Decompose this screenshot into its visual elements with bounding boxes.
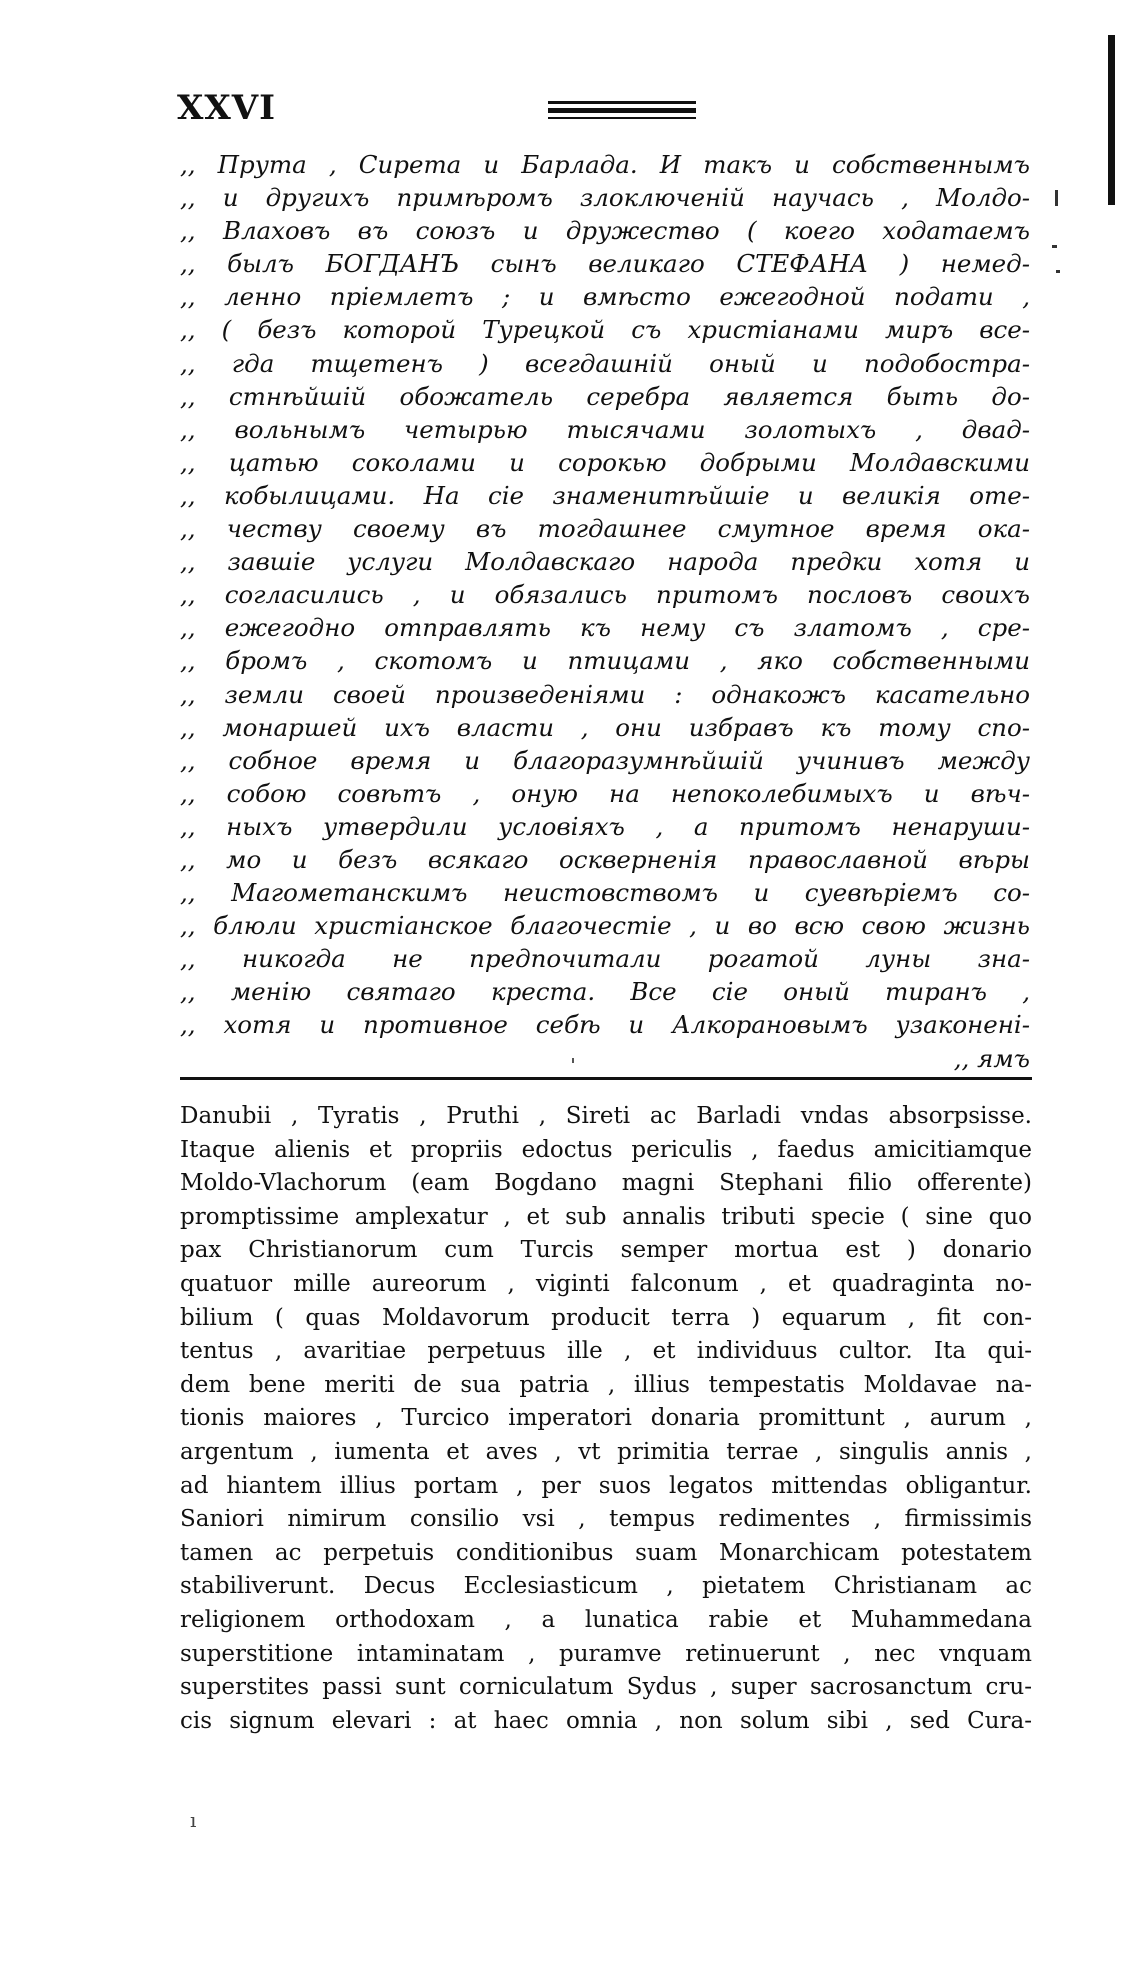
page-edge-mark — [1056, 270, 1060, 273]
latin-text-line: tamen ac perpetuis conditionibus suam Monarchicam potestatem — [180, 1539, 1032, 1566]
russian-text-line: ,, честву своему въ тогдашнее смутное время ока- — [180, 514, 1030, 544]
page-edge-mark — [1052, 245, 1057, 248]
page-edge-mark — [1108, 35, 1115, 205]
latin-text-line: bilium ( quas Moldavorum producit terra ) equarum , fit con- — [180, 1304, 1032, 1331]
latin-text-line: tentus , avaritiae perpetuus ille , et individuus cultor. Ita qui- — [180, 1338, 1032, 1365]
stray-ink-mark: ı — [190, 1808, 197, 1832]
russian-text-line: ,, согласились , и обязались притомъ пословъ своихъ — [180, 580, 1030, 610]
latin-text-line: superstitione intaminatam , puramve retinuerunt , nec vnquam — [180, 1640, 1032, 1667]
russian-text-line: ,, гда тщетенъ ) всегдашній оный и подобостра- — [180, 348, 1030, 378]
russian-text-line: ,, былъ БОГДАНЪ сынъ великаго СТЕФАНА ) немед- — [180, 249, 1030, 279]
russian-text-line: ,, ежегодно отправлять къ нему съ златомъ , сре- — [180, 613, 1030, 643]
latin-text-line: stabiliverunt. Decus Ecclesiasticum , pietatem Christianam ac — [180, 1573, 1032, 1600]
latin-text-line: promptissime amplexatur , et sub annalis tributi specie ( sine quo — [180, 1203, 1032, 1230]
page-number: XXVI — [177, 88, 277, 128]
russian-text-line: ,, и другихъ примѣромъ злоключеній научась , Молдо- — [180, 183, 1030, 213]
page-edge-mark — [1055, 190, 1058, 206]
russian-text-line: ,, ленно пріемлетъ ; и вмѣсто ежегодной подати , — [180, 282, 1030, 312]
russian-text-line: ,, блюли христіанское благочестіе , и во всю свою жизнь — [180, 911, 1030, 941]
latin-text-line: argentum , iumenta et aves , vt primitia terrae , singulis annis , — [180, 1438, 1032, 1465]
russian-text-line: ,, никогда не предпочитали рогатой луны зна- — [180, 944, 1030, 974]
russian-text-line: ,, цатью соколами и сорокью добрыми Молдавскими — [180, 447, 1030, 477]
latin-text-line: religionem orthodoxam , a lunatica rabie et Muhammedana — [180, 1606, 1032, 1633]
russian-text-line: ,, завшіе услуги Молдавскаго народа предки хотя и — [180, 547, 1030, 577]
russian-catchword: ,, ямъ — [953, 1043, 1030, 1073]
header-rule — [548, 108, 696, 113]
header-rule — [548, 117, 696, 119]
latin-text-line: tionis maiores , Turcico imperatori donaria promittunt , aurum , — [180, 1405, 1032, 1432]
russian-text-line: ,, менію святаго креста. Все сіе оный тиранъ , — [180, 977, 1030, 1007]
russian-text-line: ,, ( безъ которой Турецкой съ христіанами миръ все- — [180, 315, 1030, 345]
russian-text-line: ,, Магометанскимъ неистовствомъ и суевѣріемъ со- — [180, 878, 1030, 908]
latin-text-line: Itaque alienis et propriis edoctus periculis , faedus amicitiamque — [180, 1136, 1032, 1163]
header-rule — [548, 101, 696, 104]
latin-text-line: superstites passi sunt corniculatum Sydus , super sacrosanctum cru- — [180, 1674, 1032, 1701]
russian-text-line: ,, хотя и противное себѣ и Алкорановымъ узаконені- — [180, 1010, 1030, 1040]
latin-text-line: dem bene meriti de sua patria , illius tempestatis Moldavae na- — [180, 1371, 1032, 1398]
column-separator-rule — [180, 1077, 1032, 1080]
russian-text-line: ,, Прута , Сирета и Барлада. И такъ и собственнымъ — [180, 150, 1030, 179]
russian-text-line: ,, собою совѣтъ , оную на непоколебимыхъ и вѣч- — [180, 778, 1030, 808]
russian-text-line: ,, земли своей произведеніями : однакожъ касательно — [180, 679, 1030, 709]
russian-text-line: ,, вольнымъ четырью тысячами золотыхъ , двад- — [180, 414, 1030, 444]
latin-text-line: Moldo-Vlachorum (eam Bogdano magni Stephani filio offerente) — [180, 1170, 1032, 1197]
latin-text-line: Saniori nimirum consilio vsi , tempus redimentes , firmissimis — [180, 1506, 1032, 1533]
russian-text-line: ,, стнѣйшій обожатель серебра является быть до- — [180, 381, 1030, 411]
russian-text-line: ,, Влаховъ въ союзъ и дружество ( коего ходатаемъ — [180, 216, 1030, 246]
russian-text-line: ,, ныхъ утвердили условіяхъ , а притомъ ненаруши- — [180, 811, 1030, 841]
latin-text-line: Danubii , Tyratis , Pruthi , Sireti ac Barladi vndas absorpsisse. — [180, 1103, 1032, 1129]
latin-text-line: cis signum elevari : at haec omnia , non solum sibi , sed Cura- — [180, 1707, 1032, 1734]
latin-text-block — [180, 1100, 1032, 1738]
latin-text-line: ad hiantem illius portam , per suos legatos mittendas obligantur. — [180, 1472, 1032, 1499]
russian-text-line: ,, собное время и благоразумнѣйшій учинивъ между — [180, 745, 1030, 775]
russian-text-line: ,, мо и безъ всякаго оскверненія православной вѣры — [180, 844, 1030, 874]
russian-text-line: ,, бромъ , скотомъ и птицами , яко собственными — [180, 646, 1030, 676]
latin-text-line: quatuor mille aureorum , viginti falconum , et quadraginta no- — [180, 1270, 1032, 1297]
latin-text-line: pax Christianorum cum Turcis semper mortua est ) donario — [180, 1237, 1032, 1264]
russian-text-block — [180, 148, 1030, 1075]
russian-text-line: ,, монаршей ихъ власти , они избравъ къ тому спо- — [180, 712, 1030, 742]
russian-text-line: ,, кобылицами. На сіе знаменитѣйшіе и великія оте- — [180, 480, 1030, 510]
separator-mark — [572, 1058, 574, 1063]
